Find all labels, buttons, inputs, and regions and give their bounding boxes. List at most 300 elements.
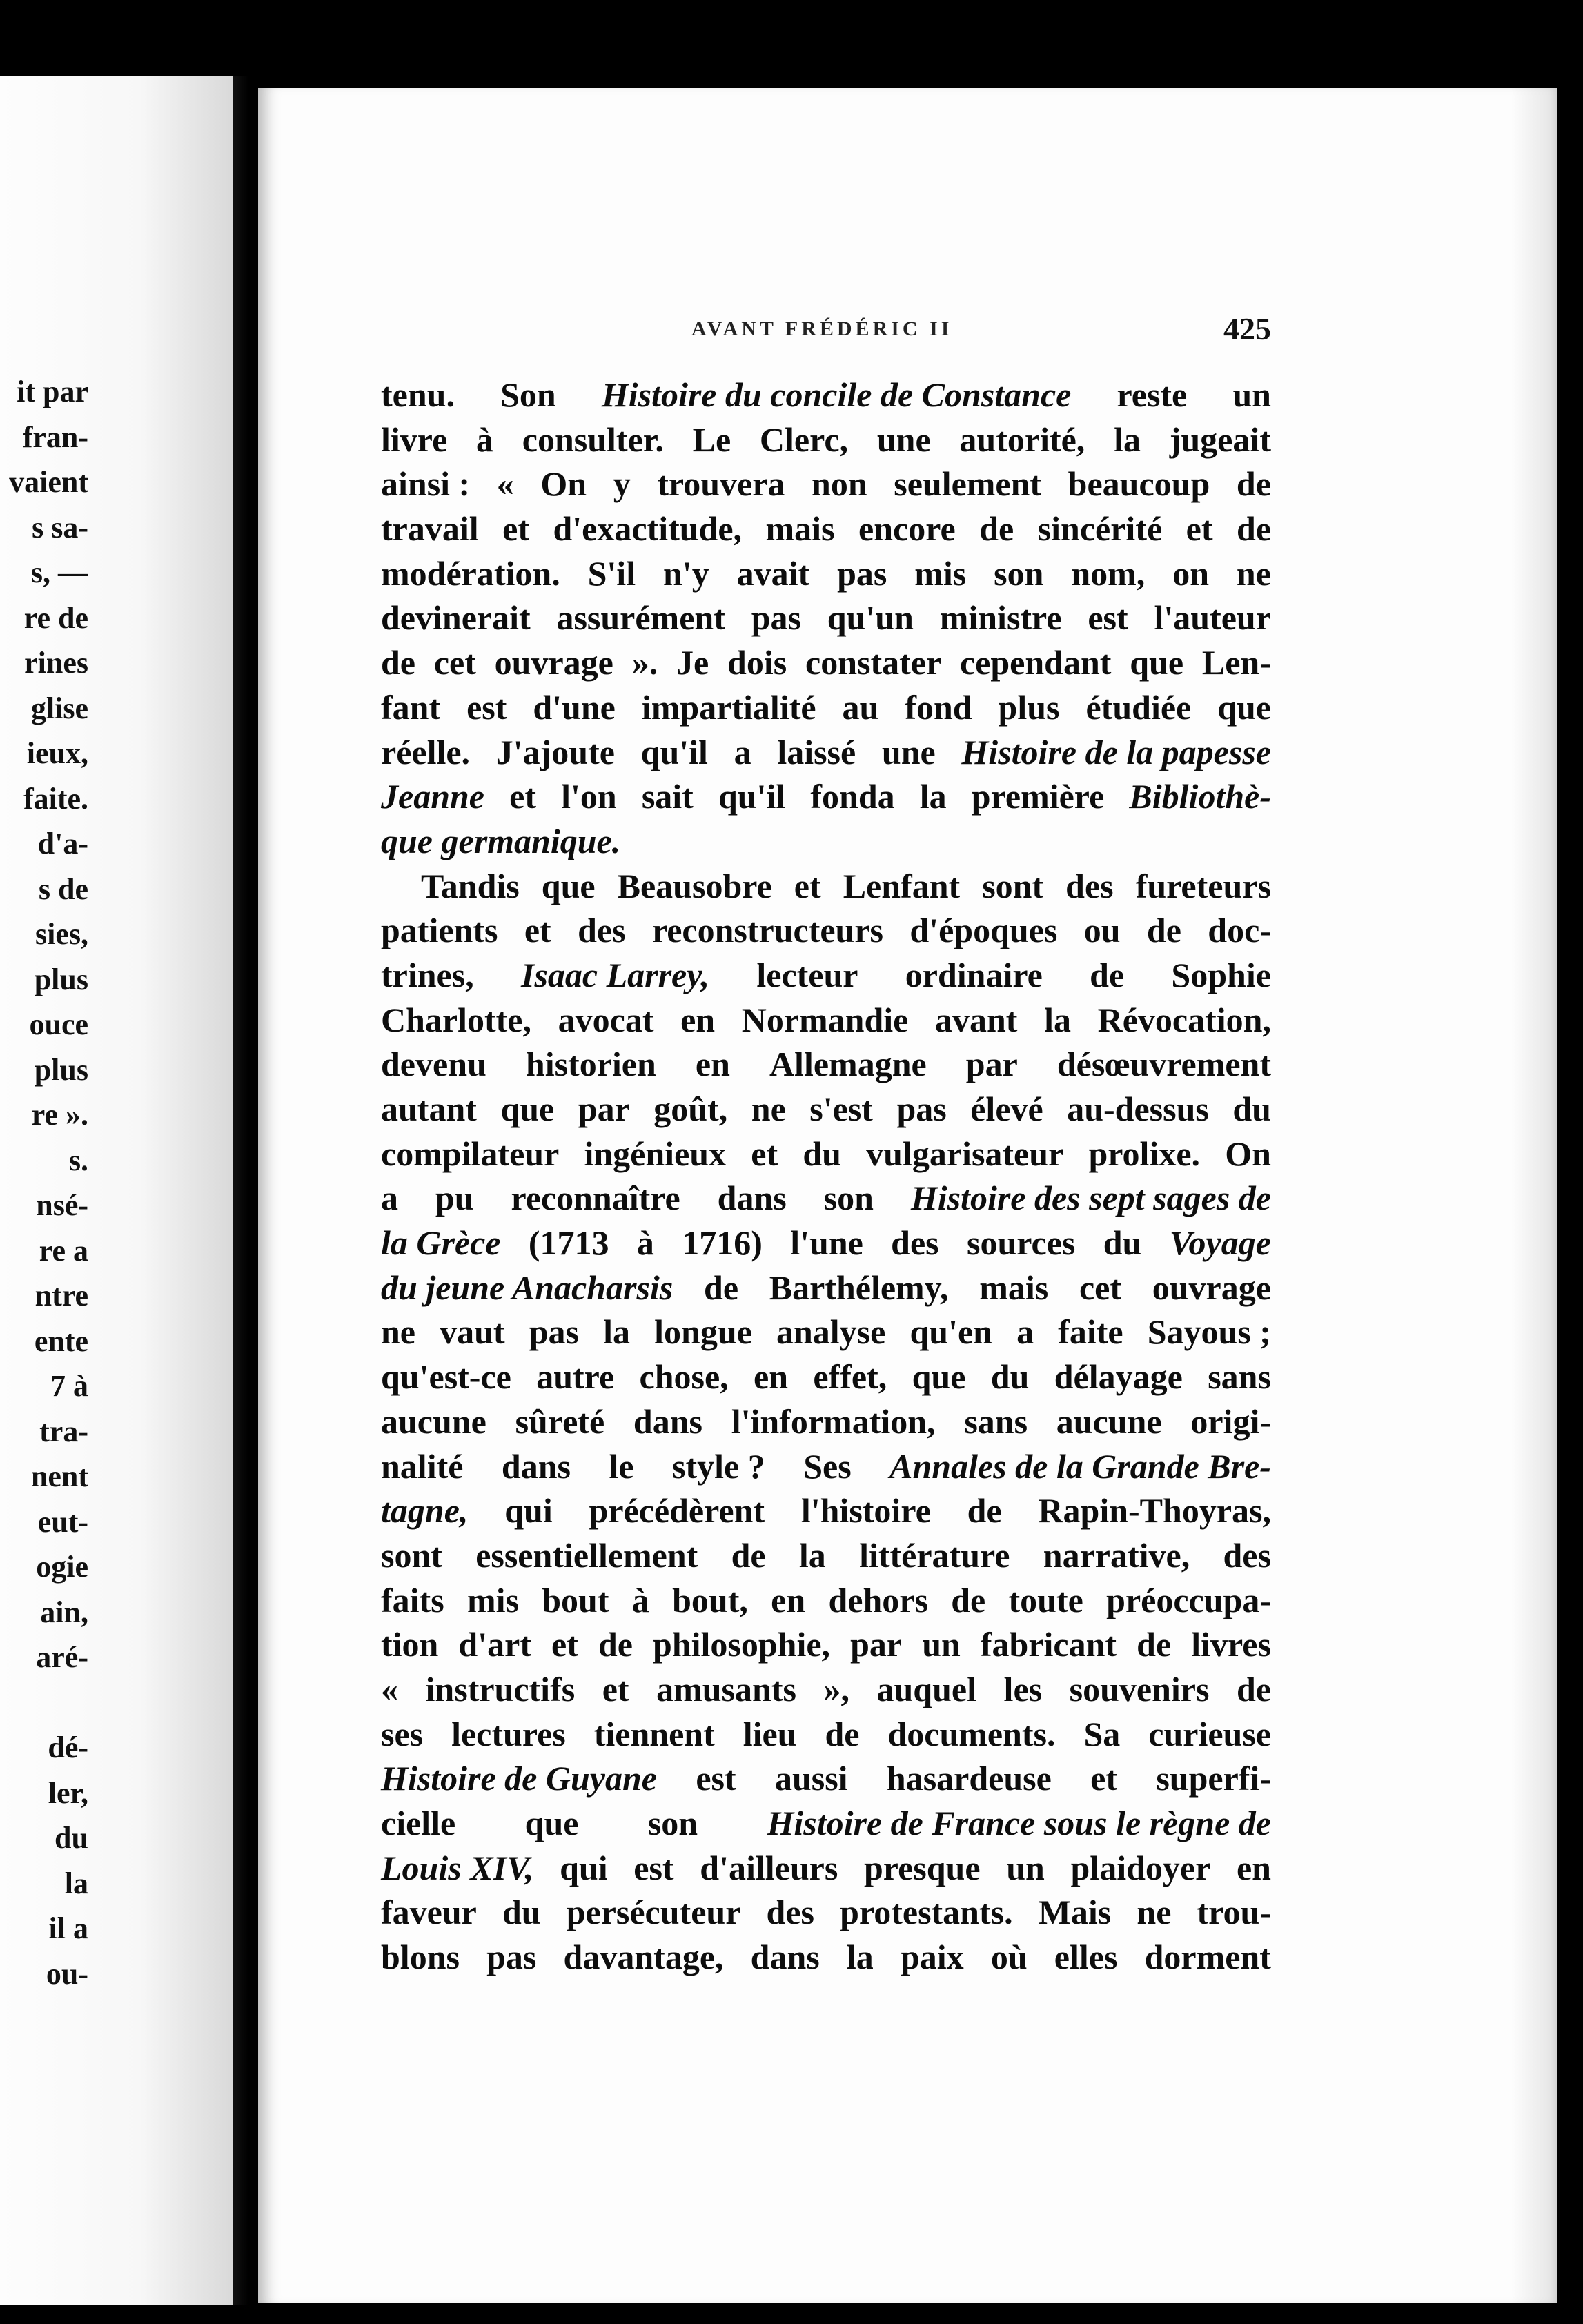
word: trouvera [657, 464, 785, 504]
text-line [381, 595, 1271, 640]
word: doc- [1208, 911, 1271, 950]
word: reconstructeurs [651, 911, 883, 950]
text-line [381, 1355, 1271, 1399]
word: cielle [381, 1804, 456, 1842]
previous-page-line: it par [17, 375, 88, 408]
word: lectures [451, 1714, 566, 1753]
previous-page-line: ouce [29, 1007, 88, 1041]
previous-page-line: aré- [36, 1640, 88, 1674]
word: fabricant [980, 1625, 1117, 1664]
word: Le [692, 420, 731, 459]
word: et [551, 1625, 578, 1664]
text-line [381, 1221, 1271, 1266]
word: 1716) [682, 1223, 763, 1263]
word: trou- [1197, 1893, 1271, 1932]
word: paix [900, 1938, 964, 1977]
word: à [476, 420, 494, 459]
word: sont [381, 1535, 442, 1575]
word: des [891, 1223, 939, 1263]
word: philosophie, [653, 1625, 831, 1664]
text-line [381, 1488, 1271, 1533]
word: son [994, 553, 1044, 593]
word: Len- [1201, 643, 1271, 682]
word: pas [529, 1312, 579, 1352]
word: Sa [1083, 1714, 1121, 1753]
word: une [876, 420, 931, 459]
word: beaucoup [1068, 464, 1210, 504]
word: avait [736, 553, 810, 593]
word: reconnaître [511, 1179, 680, 1218]
word: de [598, 1625, 633, 1664]
word: de [825, 1714, 860, 1753]
word: curieuse [1148, 1714, 1271, 1753]
word: toute [1008, 1580, 1083, 1619]
word: protestants. [840, 1893, 1013, 1932]
word: vaut [440, 1312, 505, 1352]
word: a [381, 1179, 398, 1218]
word: un [1232, 375, 1271, 414]
word: sont [982, 866, 1044, 905]
word: dorment [1144, 1938, 1271, 1977]
word: Clerc, [759, 420, 849, 459]
word: livre [381, 420, 448, 459]
word: effet, [813, 1357, 887, 1397]
word: documents. [887, 1714, 1056, 1753]
word: en [695, 1045, 730, 1084]
word: de [1137, 1625, 1172, 1664]
word: sans [1208, 1357, 1271, 1397]
word: « [381, 1669, 398, 1708]
word: Sophie [1171, 955, 1271, 994]
previous-page-line: fran- [22, 420, 88, 454]
word: (1713 [528, 1223, 609, 1263]
word: autorité, [959, 420, 1085, 459]
word: travail [381, 509, 479, 549]
text-line [381, 685, 1271, 730]
word: la [603, 1312, 631, 1352]
word: goût, [653, 1090, 728, 1128]
word: sans [964, 1401, 1028, 1441]
previous-page-line: plus [34, 1052, 88, 1087]
word: ouvrage [494, 643, 613, 682]
word: davantage, [563, 1938, 724, 1977]
italic-word: Jeanne [381, 777, 484, 816]
previous-page-line: ente [34, 1323, 88, 1358]
italic-word: Histoire des sept sages de [910, 1179, 1271, 1218]
page-edge-shadow [1511, 88, 1557, 2303]
word: du [1232, 1090, 1271, 1128]
text-line [381, 1132, 1271, 1176]
word: elles [1054, 1938, 1118, 1977]
previous-page-line: tra- [39, 1414, 88, 1448]
word: a [734, 732, 751, 771]
word: instructifs [425, 1669, 576, 1708]
word: bout [542, 1580, 609, 1619]
italic-word: du jeune Anacharsis [381, 1268, 673, 1307]
word: que [1130, 643, 1184, 682]
word: essentiellement [475, 1535, 698, 1575]
word: l'information, [731, 1401, 936, 1441]
word: l'histoire [800, 1491, 931, 1530]
word: qu'il [640, 732, 708, 771]
word: est [633, 1848, 674, 1887]
word: historien [525, 1045, 656, 1084]
word: S'il [587, 553, 636, 593]
word: la [919, 777, 947, 816]
word: Je [676, 643, 709, 682]
word: ». [631, 643, 658, 682]
word: du [990, 1357, 1030, 1397]
word: précédèrent [589, 1491, 765, 1530]
word: impartialité [641, 687, 816, 727]
previous-page-line: re de [23, 600, 88, 635]
word: qui [504, 1491, 553, 1530]
word: dans [633, 1401, 702, 1441]
word: faits [381, 1580, 444, 1619]
word: d'exactitude, [553, 509, 743, 549]
previous-page-line: ieux, [26, 736, 88, 770]
word: sincérité [1037, 509, 1163, 549]
word: dois [727, 643, 787, 682]
word: faite [1058, 1312, 1123, 1352]
word: littérature [859, 1535, 1010, 1575]
text-line [381, 1756, 1271, 1801]
word: désœuvrement [1056, 1045, 1271, 1084]
word: tion [381, 1625, 439, 1664]
word: et [602, 1669, 629, 1708]
word: d'époques [910, 911, 1058, 950]
word: d'ailleurs [700, 1848, 838, 1887]
text-line [381, 774, 1271, 819]
word: ses [381, 1714, 424, 1753]
word: auquel [876, 1669, 977, 1708]
word: est [696, 1759, 736, 1798]
word: et [794, 866, 821, 905]
word: sûreté [515, 1401, 605, 1441]
word: Lenfant [843, 866, 961, 905]
word: de [967, 1491, 1002, 1530]
previous-page-line: 7 à [50, 1369, 88, 1403]
word: dans [717, 1179, 787, 1218]
word: s'est [809, 1090, 873, 1128]
word: livres [1191, 1625, 1271, 1664]
word: la [798, 1535, 826, 1575]
text-line [381, 1846, 1271, 1891]
word: dans [501, 1446, 571, 1486]
word: ordinaire [905, 955, 1043, 994]
previous-page-line: faite. [23, 781, 88, 816]
word: Beausobre [617, 866, 772, 905]
word: devenu [381, 1045, 486, 1084]
word: de [731, 1535, 766, 1575]
text-line [381, 864, 1271, 909]
word: laissé [777, 732, 856, 771]
word: On [540, 464, 587, 504]
word: son [823, 1179, 874, 1218]
text-line [381, 1801, 1271, 1846]
word: prolixe. [1088, 1134, 1201, 1173]
italic-word: la Grèce [381, 1223, 501, 1263]
word: la [1114, 420, 1141, 459]
word: des [766, 1893, 814, 1932]
text-line [381, 1042, 1271, 1087]
word: souvenirs [1069, 1669, 1210, 1708]
word: Charlotte, [381, 1000, 531, 1039]
word: presque [863, 1848, 981, 1887]
word: fureteurs [1135, 866, 1271, 905]
word: qui [560, 1848, 608, 1887]
word: nom, [1071, 553, 1146, 593]
text-line [381, 1667, 1271, 1712]
italic-word: Annales de la Grande Bre- [889, 1446, 1271, 1486]
text-line [381, 640, 1271, 685]
previous-page-line: s sa- [32, 510, 88, 544]
text-line [381, 819, 1271, 864]
word: du [803, 1134, 841, 1173]
word: élevé [970, 1090, 1043, 1128]
word: et [502, 509, 529, 549]
running-head: AVANT FRÉDÉRIC II [691, 317, 953, 340]
word: superfi- [1156, 1759, 1271, 1798]
word: dehors [828, 1580, 928, 1619]
word: du [1103, 1223, 1142, 1263]
word: un [1006, 1848, 1045, 1887]
word: son [647, 1804, 698, 1842]
text-line [381, 506, 1271, 551]
word: première [971, 777, 1105, 816]
word: cependant [959, 643, 1112, 682]
body-text [381, 373, 1271, 1980]
word: aussi [774, 1759, 848, 1798]
word: et [509, 777, 536, 816]
word: d'art [458, 1625, 531, 1664]
word: pu [435, 1179, 474, 1218]
text-line [381, 373, 1271, 417]
word: qu'un [827, 598, 914, 638]
word: mis [466, 1580, 519, 1619]
text-line [381, 417, 1271, 462]
word: de [704, 1268, 739, 1307]
previous-page-line: ogie [36, 1550, 88, 1584]
word: non [812, 464, 867, 504]
word: hasardeuse [886, 1759, 1052, 1798]
word: ingénieux [584, 1134, 727, 1173]
word: Rapin-Thoyras, [1038, 1491, 1271, 1530]
word: que [524, 1804, 579, 1842]
word: ou [1083, 911, 1121, 950]
word: par [965, 1045, 1018, 1084]
italic-word: Histoire du concile de Constance [601, 375, 1072, 414]
word: de [1236, 509, 1271, 549]
word: l'on [561, 777, 617, 816]
word: au-dessus [1067, 1090, 1209, 1128]
word: plus [998, 687, 1060, 727]
text-line [381, 998, 1271, 1043]
text-line [381, 1890, 1271, 1935]
word: le [609, 1446, 634, 1486]
word: Ses [803, 1446, 852, 1486]
word: l'auteur [1154, 598, 1271, 638]
word: en [754, 1357, 789, 1397]
word: autre [536, 1357, 615, 1397]
word: et [1186, 509, 1213, 549]
word: on [1172, 553, 1209, 593]
word: vulgarisateur [866, 1134, 1064, 1173]
word: et [524, 911, 551, 950]
text-line [381, 953, 1271, 998]
word: pas [837, 553, 887, 593]
word: à [631, 1580, 649, 1619]
text-line [381, 551, 1271, 596]
word: de [951, 1580, 986, 1619]
word: que [500, 1090, 555, 1128]
word: ne [1137, 1893, 1172, 1932]
word: nalité [381, 1446, 464, 1486]
word: seulement [894, 464, 1042, 504]
word: reste [1117, 375, 1188, 414]
word: modération. [381, 553, 560, 593]
word: aucune [1056, 1401, 1162, 1441]
word: pas [896, 1090, 947, 1128]
word: l'une [790, 1223, 863, 1263]
word: compilateur [381, 1134, 560, 1173]
text-line [381, 462, 1271, 506]
previous-page-line: eut- [37, 1504, 88, 1539]
word: par [850, 1625, 903, 1664]
word: plaidoyer [1070, 1848, 1211, 1887]
word: », [823, 1669, 849, 1708]
previous-page-line: s. [68, 1143, 88, 1177]
text-line [381, 1176, 1271, 1221]
word: autant [381, 1090, 477, 1128]
word: lieu [743, 1714, 797, 1753]
previous-page-line: re a [39, 1233, 88, 1268]
word: Tandis [421, 866, 520, 905]
previous-page-line: rines [24, 646, 88, 680]
word: une [881, 732, 936, 771]
word: un [922, 1625, 961, 1664]
word: sait [641, 777, 694, 816]
previous-page-line: il a [48, 1911, 88, 1945]
word: ainsi : [381, 464, 471, 504]
previous-page-line: d'a- [37, 827, 88, 860]
italic-word: Histoire de la papesse [961, 732, 1271, 771]
word: Son [500, 375, 556, 414]
previous-page-line: dé- [48, 1731, 88, 1764]
text-line [381, 1087, 1271, 1132]
word: qu'en [910, 1312, 992, 1352]
word: cet [1079, 1268, 1121, 1307]
word: mis [914, 553, 967, 593]
previous-page-line: ntre [35, 1279, 88, 1312]
italic-word: Voyage [1169, 1223, 1271, 1263]
word: d'une [533, 687, 616, 727]
word: que [912, 1357, 966, 1397]
word: réelle. [381, 732, 471, 771]
word: ne [1236, 553, 1271, 593]
italic-word: Bibliothè- [1129, 777, 1271, 816]
word: tenu. [381, 375, 455, 414]
word: blons [381, 1938, 460, 1977]
word: préoccupa- [1106, 1580, 1271, 1619]
word: des [578, 911, 626, 950]
previous-page-line: nsé- [36, 1188, 88, 1222]
word: patients [381, 911, 498, 950]
word: chose, [639, 1357, 729, 1397]
word: où [990, 1938, 1028, 1977]
word: Allemagne [769, 1045, 927, 1084]
previous-page-line: du [55, 1821, 88, 1855]
word: longue [654, 1312, 752, 1352]
word: étudiée [1085, 687, 1192, 727]
text-line [381, 1712, 1271, 1757]
word: aucune [381, 1401, 486, 1441]
previous-page-line: glise [30, 691, 88, 725]
word: a [1016, 1312, 1034, 1352]
word: au [842, 687, 879, 727]
word: n'y [663, 553, 709, 593]
word: tiennent [593, 1714, 715, 1753]
word: bout, [672, 1580, 748, 1619]
word: assurément [556, 598, 725, 638]
word: cet [433, 643, 476, 682]
previous-page-line: s de [38, 872, 88, 906]
word: mais [765, 509, 835, 549]
italic-word: Histoire de France sous le règne de [767, 1804, 1271, 1842]
italic-word: Histoire de Guyane [381, 1759, 657, 1798]
word: narrative, [1043, 1535, 1190, 1575]
word: à [636, 1223, 654, 1263]
word: J'ajoute [495, 732, 615, 771]
text-line [381, 1310, 1271, 1355]
text-line [381, 730, 1271, 775]
word: que [541, 866, 596, 905]
word: constater [805, 643, 942, 682]
word: que [1217, 687, 1271, 727]
word: ouvrage [1152, 1268, 1271, 1307]
text-line [381, 1266, 1271, 1310]
word: fonda [810, 777, 895, 816]
word: est [466, 687, 507, 727]
previous-page-line: ler, [48, 1775, 88, 1810]
word: origi- [1190, 1401, 1271, 1441]
previous-page-line: nent [30, 1459, 88, 1493]
word: Révocation, [1097, 1000, 1271, 1039]
previous-page-line: sies, [35, 917, 88, 951]
word: analyse [776, 1312, 886, 1352]
word: y [613, 464, 631, 504]
word: de [1146, 911, 1181, 950]
word: de [1090, 955, 1125, 994]
italic-word: tagne, [381, 1491, 469, 1530]
previous-page-text [0, 369, 88, 1996]
word: faveur [381, 1893, 477, 1932]
previous-page-line [0, 1680, 88, 1726]
text-line [381, 1399, 1271, 1444]
word: amusants [656, 1669, 796, 1708]
word: est [1088, 598, 1128, 638]
word: encore [858, 509, 956, 549]
word: par [578, 1090, 630, 1128]
word: avant [935, 1000, 1018, 1039]
text-line [381, 1533, 1271, 1578]
word: de [979, 509, 1014, 549]
word: qu'il [718, 777, 786, 816]
previous-page-line: la [64, 1866, 88, 1900]
word: Normandie [741, 1000, 909, 1039]
word: de [1236, 1669, 1271, 1708]
word: du [502, 1893, 541, 1932]
